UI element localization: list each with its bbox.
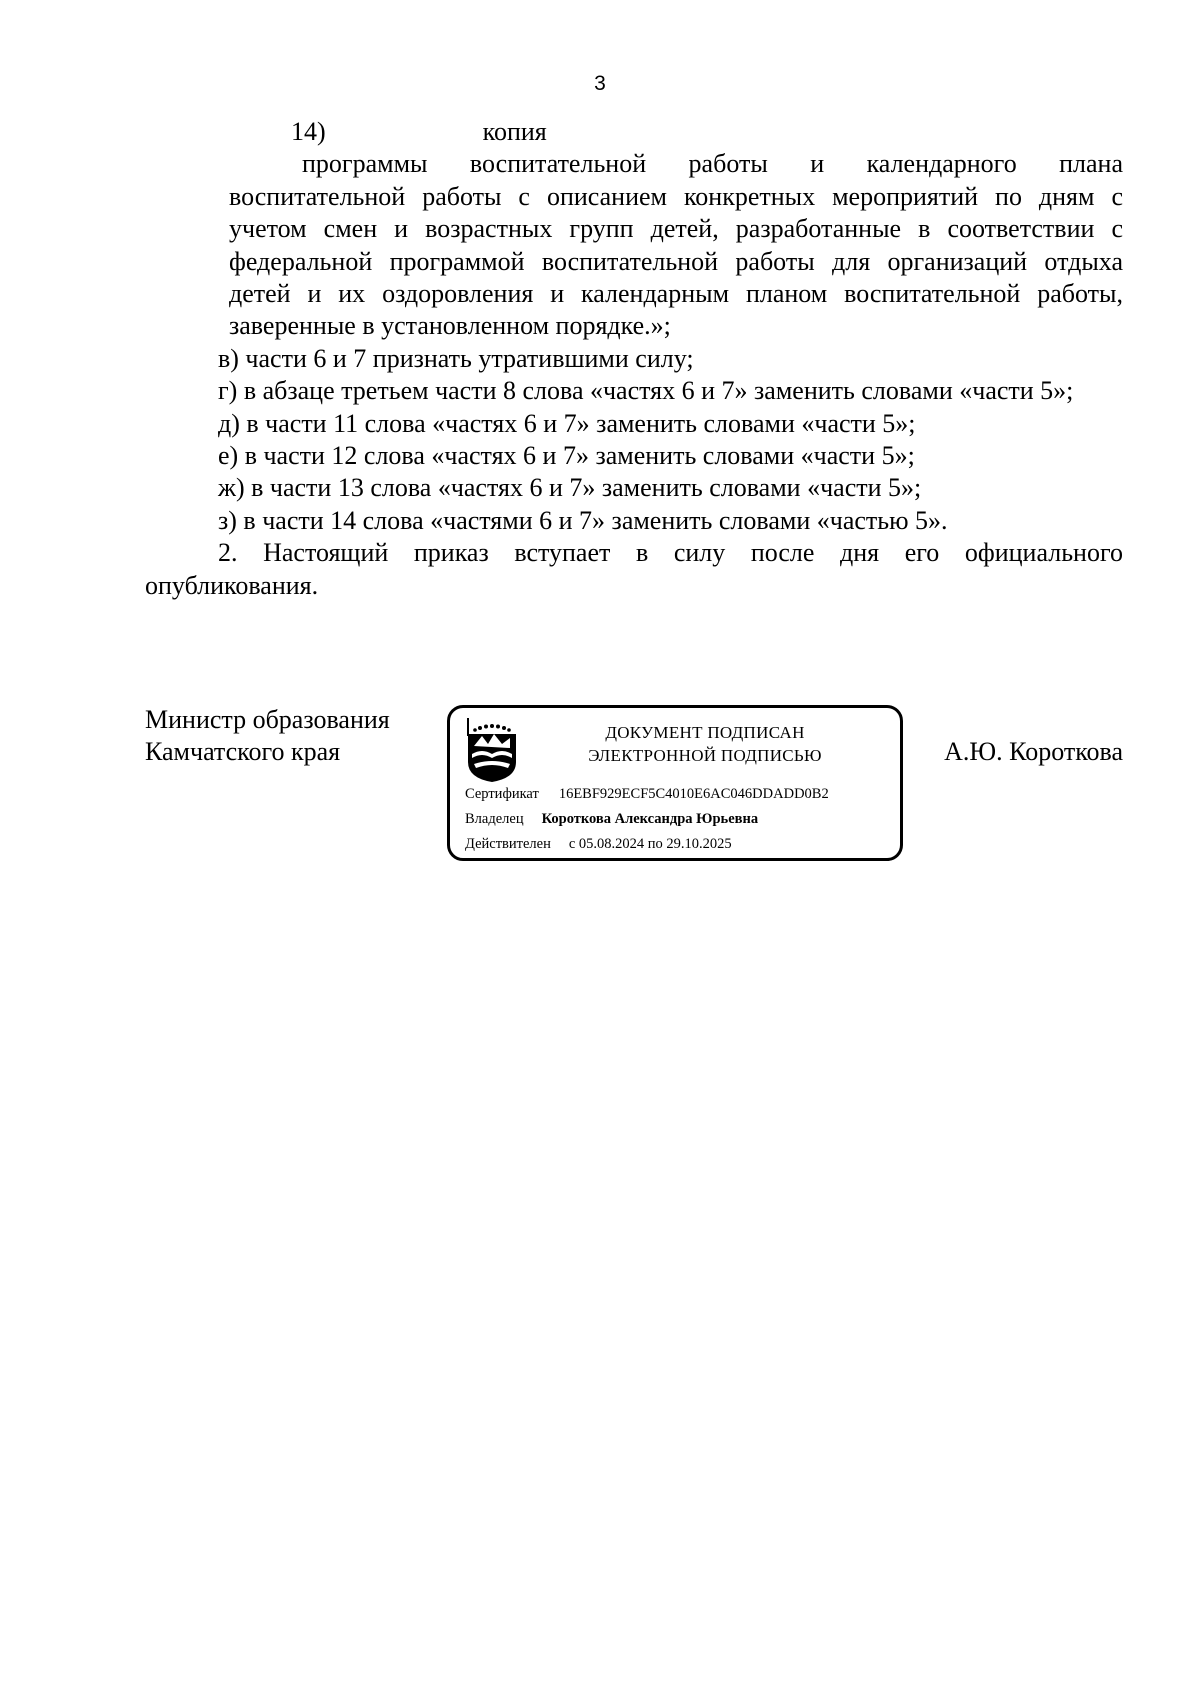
paragraph-subitem-z: з) в части 14 слова «частями 6 и 7» заменить словами «частью 5». bbox=[218, 505, 948, 535]
paragraph-subitem-v: в) части 6 и 7 признать утратившими силу; bbox=[218, 343, 694, 373]
stamp-title-line2: ЭЛЕКТРОННОЙ ПОДПИСЬЮ bbox=[588, 746, 822, 765]
certificate-label: Сертификат bbox=[465, 786, 539, 802]
stamp-validity-row bbox=[465, 836, 732, 853]
item-14-number: 14) bbox=[291, 117, 326, 146]
validity-label: Действителен bbox=[465, 836, 551, 852]
signer-position bbox=[145, 704, 390, 769]
paragraph-subitem-e: е) в части 12 слова «частях 6 и 7» заменить словами «части 5»; bbox=[218, 441, 915, 471]
signer-position-line1: Министр образования bbox=[145, 705, 390, 734]
item-14-text: программы воспитательной работы и календарного плана воспитательной работы с описанием конкретных мероприятий по дням с учетом смен и возрастных групп детей, разработанные в соответствии с федеральной программой воспитательной работы для организаций отдыха детей и их оздоровления и календарным планом воспитательной работы, заверенные в установленном порядке.»; bbox=[229, 149, 1123, 341]
kamchatka-coat-of-arms-icon bbox=[464, 724, 520, 784]
signer-name: А.Ю. Короткова bbox=[944, 737, 1123, 766]
certificate-value: 16EBF929ECF5C4010E6AC046DDADD0B2 bbox=[558, 786, 829, 802]
document-body bbox=[145, 116, 1123, 602]
owner-label: Владелец bbox=[465, 811, 524, 827]
paragraph-item-2: 2. Настоящий приказ вступает в силу после дня его официального опубликования. bbox=[145, 538, 1123, 600]
electronic-signature-stamp bbox=[447, 705, 903, 861]
paragraph-subitem-d: д) в части 11 слова «частях 6 и 7» заменить словами «части 5»; bbox=[218, 408, 916, 438]
stamp-certificate-row bbox=[465, 786, 829, 803]
page-number: 3 bbox=[594, 72, 606, 95]
paragraph-subitem-zh: ж) в части 13 слова «частях 6 и 7» заменить словами «части 5»; bbox=[218, 473, 922, 503]
signer-position-line2: Камчатского края bbox=[145, 737, 341, 767]
validity-value: с 05.08.2024 по 29.10.2025 bbox=[568, 836, 732, 852]
paragraph-item-14 bbox=[145, 116, 1123, 343]
item-14-word: копия bbox=[482, 117, 547, 146]
stamp-title-line1: ДОКУМЕНТ ПОДПИСАН bbox=[605, 723, 805, 742]
paragraph-subitem-g: г) в абзаце третьем части 8 слова «частях 6 и 7» заменить словами «части 5»; bbox=[218, 376, 1074, 406]
stamp-owner-row bbox=[465, 811, 758, 828]
owner-value: Короткова Александра Юрьевна bbox=[541, 811, 759, 827]
